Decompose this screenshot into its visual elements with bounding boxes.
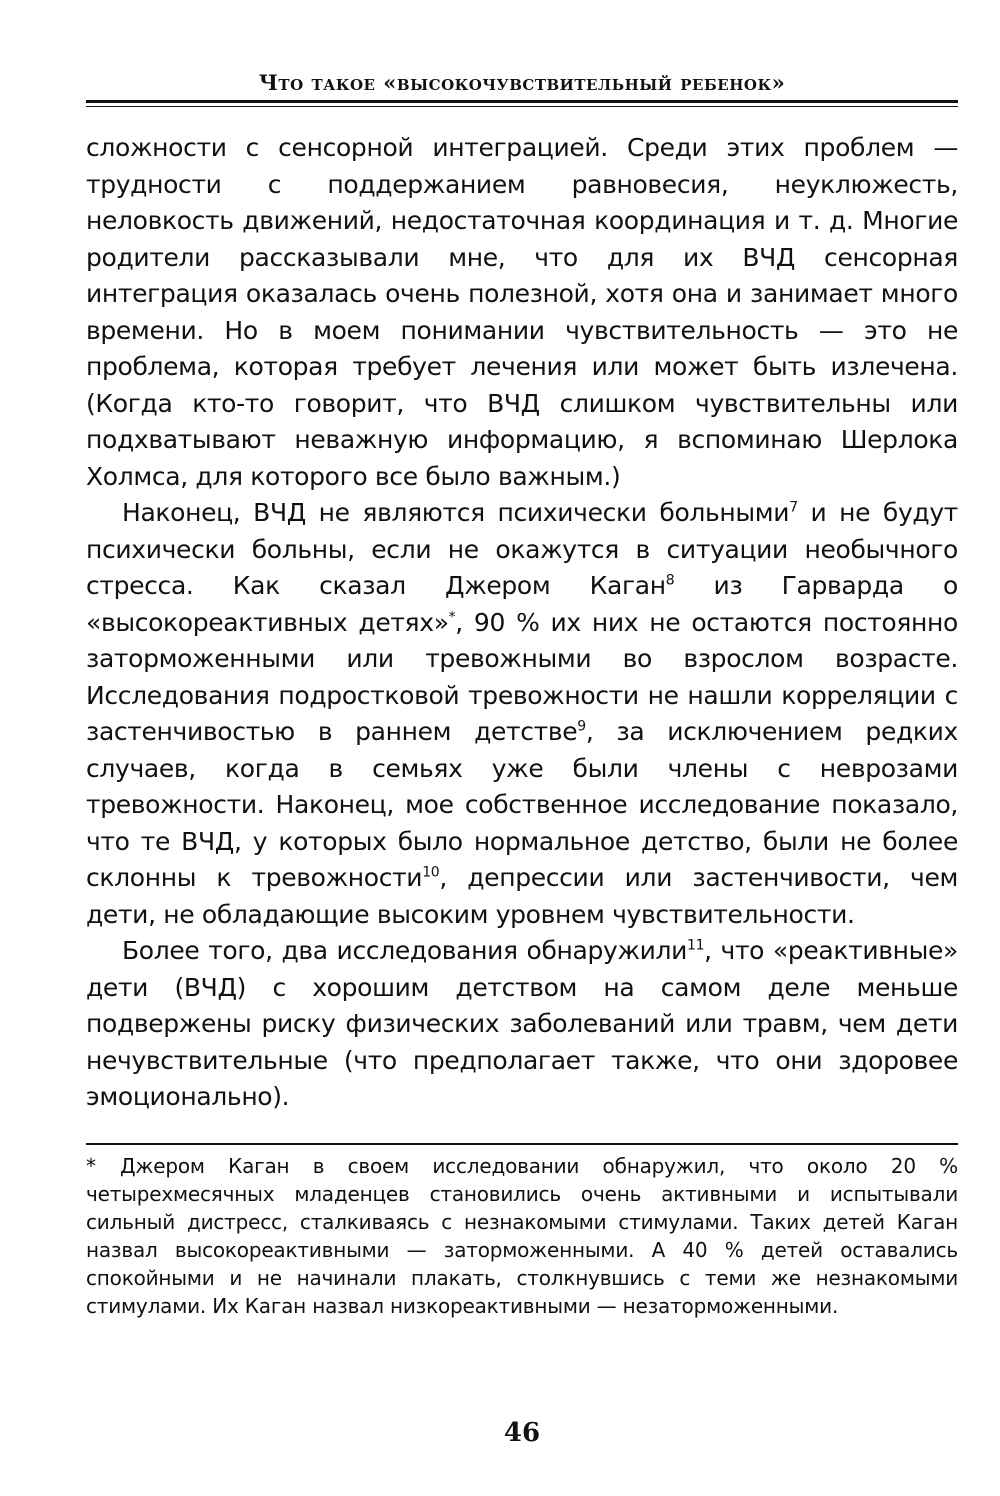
paragraph-2-run-6: , депрессии или застенчивости, чем дети, не обладающие высоким уровнем чувствительности. <box>86 863 958 929</box>
paragraph-2 <box>86 495 958 933</box>
paragraph-1 <box>86 130 958 495</box>
paragraph-3-run-2: , что «реактивные» дети (ВЧД) с хорошим детством на самом деле меньше подвержены риску физических заболеваний или травм, чем дети нечувствительные (что предполагает также, что они здоровее эмоционально). <box>86 936 958 1111</box>
footnote-ref-asterisk: * <box>448 609 456 626</box>
paragraph-3-run-1: Более того, два исследования обнаружили <box>122 936 688 965</box>
footnote-ref-9: 9 <box>577 718 586 735</box>
paragraph-1-run-1: сложности с сенсорной интеграцией. Среди этих проблем — трудности с поддержанием равновесия, неуклюжесть, неловкость движений, недостаточная координация и т. д. Многие родители рассказывали мне, что для их ВЧД сенсорная интеграция оказалась очень полезной, хотя она и занимает много времени. Но в моем понимании чувствительность — это не проблема, которая требует лечения или может быть излечена. (Когда кто-то говорит, что ВЧД слишком чувствительны или подхватывают неважную информацию, я вспоминаю Шерлока Холмса, для которого все было важным.) <box>86 133 958 491</box>
paragraph-2-run-1: Наконец, ВЧД не являются психически больными <box>122 498 790 527</box>
footnote-ref-10: 10 <box>422 864 440 881</box>
paragraph-2-run-5: , за исключением редких случаев, когда в семьях уже были члены с неврозами тревожности. Наконец, мое собственное исследование показало, что те ВЧД, у которых было нормальное детство, были не более склонны к тревожности <box>86 717 958 892</box>
paragraph-2-run-2: и не будут психически больны, если не окажутся в ситуации необычного стресса. Как сказал Джером Каган <box>86 498 958 600</box>
running-head: Что такое «высокочувствительный ребенок» <box>258 70 786 95</box>
footnote-marker: * <box>86 1154 96 1178</box>
paragraph-2-run-4: , 90 % их них не остаются постоянно заторможенными или тревожными во взрослом возрасте. Исследования подростковой тревожности не нашли корреляции с застенчивостью в раннем детстве <box>86 607 958 746</box>
header-rule-thick <box>86 100 958 103</box>
footnote <box>86 1152 958 1320</box>
footnote-rule <box>86 1143 958 1145</box>
page-number: 46 <box>503 1418 541 1448</box>
paragraph-2-run-3: из Гарварда о «высокореактивных детях» <box>86 571 958 637</box>
footnote-ref-8: 8 <box>665 572 675 589</box>
footnote-text: Джером Каган в своем исследовании обнаружил, что около 20 % четырехмесячных младенцев становились очень активными и испытывали сильный дистресс, сталкиваясь с незнакомыми стимулами. Таких детей Каган назвал высокореактивными — заторможенными. А 40 % детей оставались спокойными и не начинали плакать, столкнувшись с теми же незнакомыми стимулами. Их Каган назвал низкореактивными — незаторможенными. <box>86 1154 958 1318</box>
body-text <box>86 130 958 1116</box>
footnote-ref-7: 7 <box>789 499 798 516</box>
footnote-ref-11: 11 <box>687 937 705 954</box>
header-rule-thin <box>86 106 958 107</box>
paragraph-3 <box>86 933 958 1116</box>
